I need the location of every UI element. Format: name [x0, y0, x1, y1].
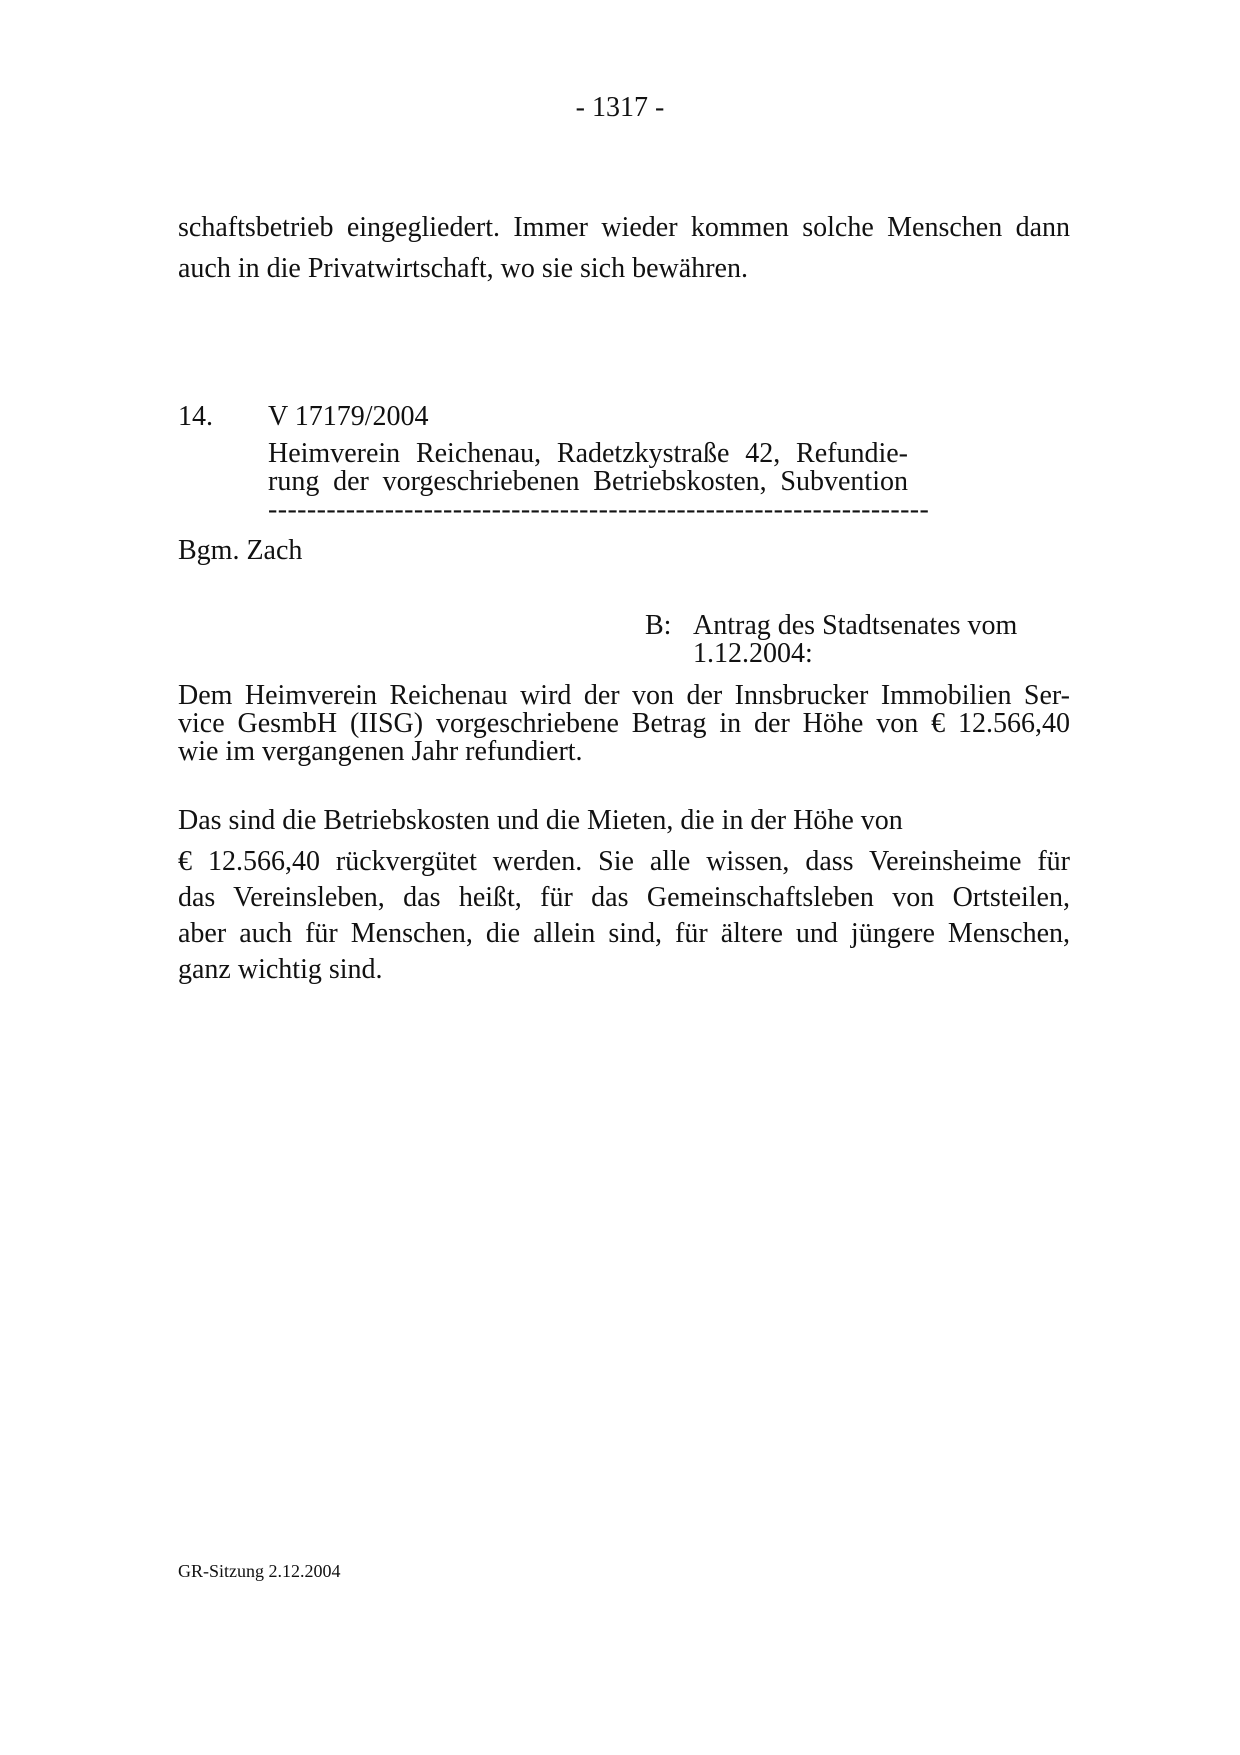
speech-line: € 12.566,40 rückvergütet werden. Sie alle wissen, dass Vereinsheime für: [178, 846, 1070, 877]
item-subject-line: Heimverein Reichenau, Radetzkystraße 42, Refundie-: [268, 438, 908, 469]
motion-title-line: 1.12.2004:: [693, 638, 813, 669]
motion-text-line: wie im vergangenen Jahr refundiert.: [178, 736, 583, 767]
motion-title-line: Antrag des Stadtsenates vom: [693, 610, 1018, 641]
speech-line: das Vereinsleben, das heißt, für das Gemeinschaftsleben von Ortsteilen,: [178, 882, 1070, 913]
item-separator: --------------------------------------------------------------------: [268, 494, 930, 525]
item-reference: V 17179/2004: [268, 401, 429, 432]
motion-text-line: Dem Heimverein Reichenau wird der von der Innsbrucker Immobilien Ser-: [178, 680, 1070, 711]
intro-line: auch in die Privatwirtschaft, wo sie sich bewähren.: [178, 253, 748, 284]
item-number: 14.: [178, 401, 213, 432]
speech-line: ganz wichtig sind.: [178, 954, 383, 985]
speaker-name: Bgm. Zach: [178, 535, 303, 566]
motion-text-line: vice GesmbH (IISG) vorgeschriebene Betrag in der Höhe von € 12.566,40: [178, 708, 1070, 739]
speech-line: Das sind die Betriebskosten und die Mieten, die in der Höhe von: [178, 805, 903, 836]
intro-line: schaftsbetrieb eingegliedert. Immer wieder kommen solche Menschen dann: [178, 212, 1070, 243]
motion-label: B:: [645, 610, 672, 641]
item-subject-line: rung der vorgeschriebenen Betriebskosten, Subvention: [268, 466, 908, 497]
speech-line: aber auch für Menschen, die allein sind, für ältere und jüngere Menschen,: [178, 918, 1070, 949]
footer-session-date: GR-Sitzung 2.12.2004: [178, 1561, 341, 1581]
page-number: - 1317 -: [575, 92, 665, 123]
